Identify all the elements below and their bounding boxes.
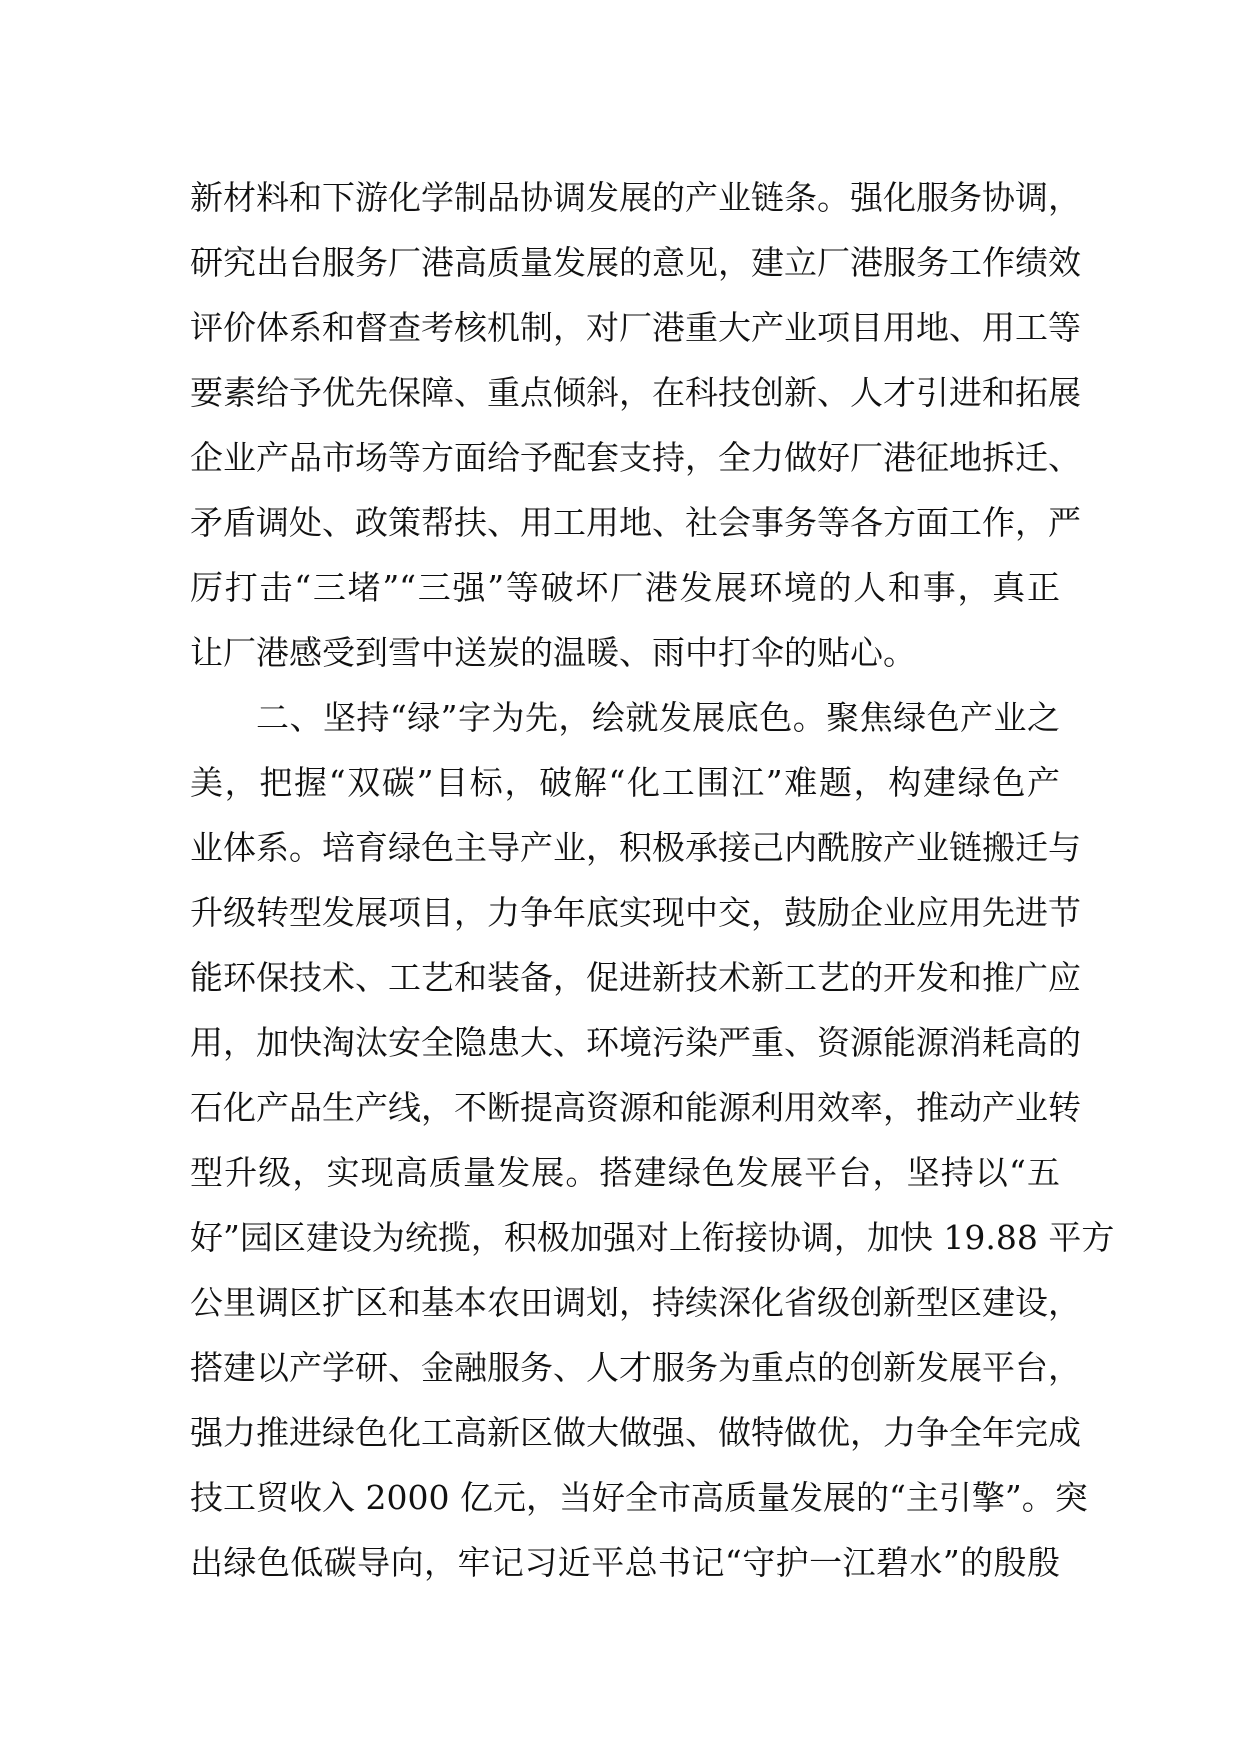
text-line: 要素给予优先保障、重点倾斜，在科技创新、人才引进和拓展 [190, 373, 1081, 412]
paragraph-green-development [190, 685, 1115, 1595]
text-line: 评价体系和督查考核机制，对厂港重大产业项目用地、用工等 [190, 308, 1081, 347]
text-line: 好”园区建设为统揽，积极加强对上衔接协调，加快 19.88 平方 [190, 1218, 1115, 1257]
text-line: 矛盾调处、政策帮扶、用工用地、社会事务等各方面工作，严 [190, 503, 1081, 542]
text-line: 新材料和下游化学制品协调发展的产业链条。强化服务协调， [190, 178, 1081, 217]
text-line: 技工贸收入 2000 亿元，当好全市高质量发展的“主引擎”。突 [190, 1478, 1088, 1517]
text-line: 让厂港感受到雪中送炭的温暖、雨中打伞的贴心。 [190, 633, 916, 672]
text-line: 业体系。培育绿色主导产业，积极承接己内酰胺产业链搬迁与 [190, 828, 1081, 867]
text-line: 石化产品生产线，不断提高资源和能源利用效率，推动产业转 [190, 1088, 1081, 1127]
text-line: 型升级，实现高质量发展。搭建绿色发展平台，坚持以“五 [190, 1153, 1060, 1192]
text-line: 研究出台服务厂港高质量发展的意见，建立厂港服务工作绩效 [190, 243, 1081, 282]
text-line: 能环保技术、工艺和装备，促进新技术新工艺的开发和推广应 [190, 958, 1081, 997]
text-line: 公里调区扩区和基本农田调划，持续深化省级创新型区建设， [190, 1283, 1081, 1322]
text-line: 出绿色低碳导向，牢记习近平总书记“守护一江碧水”的殷殷 [190, 1543, 1060, 1582]
section-heading-line: 二、坚持“绿”字为先，绘就发展底色。聚焦绿色产业之 [256, 698, 1060, 737]
text-line: 厉打击“三堵”“三强”等破坏厂港发展环境的人和事，真正 [190, 568, 1060, 607]
text-line: 搭建以产学研、金融服务、人才服务为重点的创新发展平台， [190, 1348, 1081, 1387]
text-line: 企业产品市场等方面给予配套支持，全力做好厂港征地拆迁、 [190, 438, 1081, 477]
text-line: 强力推进绿色化工高新区做大做强、做特做优，力争全年完成 [190, 1413, 1081, 1452]
text-line: 升级转型发展项目，力争年底实现中交，鼓励企业应用先进节 [190, 893, 1081, 932]
text-line: 用，加快淘汰安全隐患大、环境污染严重、资源能源消耗高的 [190, 1023, 1081, 1062]
text-line: 美，把握“双碳”目标，破解“化工围江”难题，构建绿色产 [190, 763, 1060, 802]
paragraph-service-coordination [190, 165, 1081, 685]
document-page [190, 165, 1115, 1595]
